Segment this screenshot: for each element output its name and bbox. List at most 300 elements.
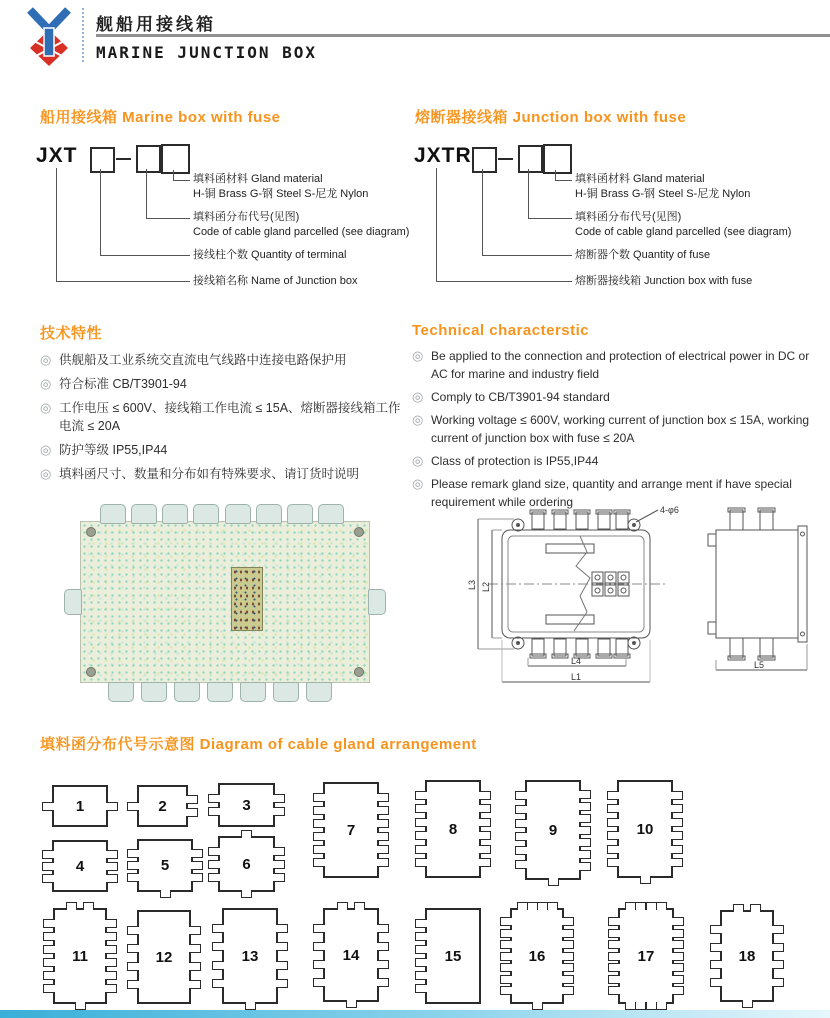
gland-tab-left (313, 978, 325, 987)
dim-label-holes: 4-φ6 (660, 505, 679, 515)
gland-tab-left (208, 847, 220, 856)
gland-tab-right (772, 925, 784, 934)
gland-tab-right (579, 802, 591, 811)
gland-tab-left (208, 807, 220, 816)
tech-item-text: 防护等级 IP55,IP44 (59, 443, 168, 457)
gland-box-number: 7 (346, 821, 356, 839)
gland-tab-right (186, 808, 198, 817)
gland-arrangement-grid (0, 760, 830, 1010)
gland-tab-right (562, 963, 574, 972)
gland-tab-right (377, 942, 389, 951)
gland-tab-left (415, 791, 427, 800)
label-gland-code-zh: 填料函分布代号(见图) (193, 211, 300, 223)
bullseye-bullet-icon: ◎ (412, 389, 424, 404)
gland-tab-left (607, 791, 619, 800)
gland-tab-right (562, 952, 574, 961)
corner-screw (354, 527, 364, 537)
gland-box-number: 15 (444, 947, 462, 965)
gland-tab-right (273, 847, 285, 856)
gland-tab-left (607, 858, 619, 867)
gland-tab-left (515, 791, 527, 800)
gland-tab-right (562, 917, 574, 926)
tech-heading-zh: 技术特性 (40, 325, 103, 342)
gland-tab-right (377, 845, 389, 854)
gland-tab-right (377, 819, 389, 828)
gland-tab-left (43, 919, 55, 928)
gland-tab-left (42, 850, 54, 859)
cable-gland-left (64, 589, 82, 615)
gland-tab-bottom (245, 1002, 256, 1010)
gland-tab-left (500, 917, 512, 926)
gland-tab-top (646, 902, 657, 910)
gland-tab-bottom (656, 1002, 667, 1010)
bullseye-bullet-icon: ◎ (412, 453, 424, 468)
gland-tab-left (415, 932, 427, 941)
gland-tab-left (710, 925, 722, 934)
gland-tab-bottom (635, 1002, 646, 1010)
page-title-zh: 舰船用接线箱 (96, 15, 216, 34)
gland-tab-top (241, 830, 252, 838)
gland-tab-right (189, 980, 201, 989)
corner-screw (86, 527, 96, 537)
gland-tab-left (42, 862, 54, 871)
gland-tab-right (273, 873, 285, 882)
tech-item (40, 465, 412, 484)
tech-item (40, 351, 412, 370)
label-gland-material: 填料函材料 Gland material (575, 173, 705, 185)
gland-box-7 (323, 782, 379, 878)
tech-item (40, 375, 412, 394)
gland-tab-top (83, 902, 94, 910)
gland-box-number: 1 (75, 797, 85, 815)
gland-tab-bottom (241, 890, 252, 898)
gland-tab-left (415, 831, 427, 840)
gland-tab-left (515, 860, 527, 869)
gland-tab-left (313, 960, 325, 969)
section-heading-fuse-box: 熔断器接线箱 Junction box with fuse (415, 109, 687, 126)
dim-label-l3: L3 (468, 579, 477, 590)
gland-tab-right (562, 975, 574, 984)
dim-label-l1: L1 (571, 672, 582, 682)
gland-box-6 (218, 836, 275, 892)
tech-item (412, 347, 820, 383)
gland-tab-left (127, 944, 139, 953)
gland-box-number: 16 (528, 947, 546, 965)
gland-tab-right (189, 944, 201, 953)
gland-tab-right (105, 971, 117, 980)
gland-tab-left (500, 986, 512, 995)
page-title-en: MARINE JUNCTION BOX (96, 43, 318, 62)
gland-tab-top (733, 904, 744, 912)
gland-tab-top (750, 904, 761, 912)
model-designation-figure-jxt (30, 138, 430, 308)
gland-tab-left (710, 943, 722, 952)
gland-box-15 (425, 908, 481, 1004)
corner-screw (354, 667, 364, 677)
gland-tab-right (276, 979, 288, 988)
front-top-glands (530, 510, 630, 529)
gland-tab-right (672, 929, 684, 938)
gland-tab-right (671, 831, 683, 840)
gland-tab-right (672, 917, 684, 926)
label-gland-code-en: Code of cable gland parcelled (see diagram) (575, 226, 792, 238)
gland-box-number: 4 (75, 857, 85, 875)
gland-box-16 (510, 908, 564, 1004)
gland-tab-left (500, 940, 512, 949)
gland-tab-left (127, 802, 139, 811)
cable-gland (141, 682, 167, 702)
gland-tab-left (415, 804, 427, 813)
gland-tab-right (671, 818, 683, 827)
gland-tab-left (415, 818, 427, 827)
gland-tab-left (313, 806, 325, 815)
gland-tab-left (212, 961, 224, 970)
gland-tab-right (276, 924, 288, 933)
gland-tab-right (479, 818, 491, 827)
gland-tab-left (607, 845, 619, 854)
gland-box-number: 6 (242, 855, 251, 873)
tech-item (412, 411, 820, 447)
header-divider (82, 8, 84, 62)
gland-tab-left (127, 849, 139, 858)
bullseye-bullet-icon: ◎ (40, 442, 52, 457)
gland-tab-right (189, 926, 201, 935)
gland-tab-top (635, 902, 646, 910)
bullseye-bullet-icon: ◎ (412, 412, 424, 427)
gland-box-5 (137, 839, 193, 892)
cable-gland (240, 682, 266, 702)
gland-tab-left (43, 984, 55, 993)
gland-tab-right (671, 858, 683, 867)
gland-tab-left (212, 979, 224, 988)
gland-tab-left (127, 980, 139, 989)
gland-tab-right (671, 804, 683, 813)
gland-box-number: 11 (72, 947, 88, 965)
label-box-name: 接线箱名称 Name of Junction box (193, 275, 358, 287)
cable-gland (273, 682, 299, 702)
gland-tab-right (273, 794, 285, 803)
model-designation-figure-jxtr (408, 138, 808, 308)
gland-box-2 (137, 785, 188, 827)
gland-tab-left (515, 846, 527, 855)
gland-tab-left (127, 962, 139, 971)
gland-tab-bottom (742, 1000, 753, 1008)
gland-tab-right (671, 791, 683, 800)
label-terminal-quantity: 接线柱个数 Quantity of terminal (193, 249, 347, 261)
gland-box-10 (617, 780, 673, 878)
cable-gland (174, 682, 200, 702)
gland-tab-right (562, 940, 574, 949)
gland-box-number: 14 (342, 946, 360, 964)
tech-item (412, 388, 820, 406)
gland-tab-top (337, 902, 348, 910)
gland-tab-left (313, 858, 325, 867)
gland-tab-left (515, 832, 527, 841)
company-logo (22, 6, 76, 66)
gland-box-number: 9 (548, 821, 558, 839)
gland-tab-left (608, 952, 620, 961)
gland-tab-right (579, 790, 591, 799)
gland-box-13 (222, 908, 278, 1004)
footer-accent-bar (0, 1010, 830, 1018)
gland-tab-right (105, 919, 117, 928)
bullseye-bullet-icon: ◎ (412, 348, 424, 363)
cable-gland-right (368, 589, 386, 615)
gland-box-4 (52, 840, 108, 892)
bullseye-bullet-icon: ◎ (40, 399, 52, 415)
cable-gland (207, 682, 233, 702)
gland-tab-left (515, 805, 527, 814)
gland-tab-left (607, 804, 619, 813)
gland-tab-bottom (75, 1002, 86, 1010)
gland-box-number: 8 (448, 820, 458, 838)
label-box-name: 熔断器接线箱 Junction box with fuse (575, 275, 753, 287)
product-photo (72, 503, 384, 701)
gland-box-11 (53, 908, 107, 1004)
gland-tab-left (43, 945, 55, 954)
section-heading-gland-diagram: 填料函分布代号示意图 Diagram of cable gland arrangement (40, 736, 477, 753)
logo-y-shape (30, 10, 68, 30)
gland-tab-right (273, 860, 285, 869)
gland-tab-left (608, 940, 620, 949)
cable-gland (225, 504, 251, 524)
tech-item (412, 452, 820, 470)
gland-box-number: 3 (242, 796, 251, 814)
gland-box-number: 5 (160, 857, 170, 874)
gland-tab-left (313, 924, 325, 933)
gland-tab-right (191, 849, 203, 858)
gland-tab-left (43, 958, 55, 967)
gland-box-18 (720, 910, 774, 1002)
cable-gland (162, 504, 188, 524)
tech-heading-en: Technical characterstic (412, 322, 590, 339)
cable-gland (131, 504, 157, 524)
gland-tab-left (500, 929, 512, 938)
gland-tab-right (672, 986, 684, 995)
gland-tab-right (672, 963, 684, 972)
tech-list-en (412, 347, 820, 511)
gland-tab-left (42, 874, 54, 883)
gland-tab-right (562, 986, 574, 995)
cable-gland (306, 682, 332, 702)
gland-tab-right (191, 861, 203, 870)
gland-tab-left (208, 873, 220, 882)
tech-item-text: Working voltage ≤ 600V, working current of junction box ≤ 15A, working current of junction box with fuse ≤ 20A (431, 413, 810, 445)
model-dash (116, 158, 131, 160)
cable-gland (287, 504, 313, 524)
gland-tab-right (479, 845, 491, 854)
gland-tab-right (479, 804, 491, 813)
side-view-outline (716, 530, 798, 638)
gland-tab-left (212, 942, 224, 951)
gland-box-9 (525, 780, 581, 880)
product-nameplate (231, 567, 263, 631)
gland-tab-left (607, 831, 619, 840)
gland-tab-right (479, 831, 491, 840)
gland-tab-left (127, 873, 139, 882)
gland-tab-right (377, 960, 389, 969)
tech-item-text: Class of protection is IP55,IP44 (431, 454, 599, 468)
gland-tab-left (608, 963, 620, 972)
gland-tab-top (354, 902, 365, 910)
gland-box-number: 12 (155, 948, 173, 966)
gland-tab-right (105, 932, 117, 941)
gland-tab-left (313, 793, 325, 802)
gland-tab-right (273, 807, 285, 816)
gland-box-3 (218, 783, 275, 827)
gland-tab-left (208, 860, 220, 869)
gland-tab-right (579, 862, 591, 871)
tech-item (40, 441, 412, 460)
tech-item (40, 399, 412, 437)
label-gland-material-options: H-铜 Brass G-钢 Steel S-尼龙 Nylon (193, 188, 369, 200)
gland-box-number: 2 (158, 797, 167, 815)
gland-tab-right (479, 791, 491, 800)
cable-gland (108, 682, 134, 702)
gland-tab-right (672, 940, 684, 949)
gland-tab-right (672, 975, 684, 984)
gland-tab-right (377, 806, 389, 815)
corner-screw (86, 667, 96, 677)
model-code: JXTR (414, 144, 472, 167)
gland-tab-left (607, 818, 619, 827)
gland-tab-right (562, 929, 574, 938)
ladder-connector (436, 168, 572, 282)
bullseye-bullet-icon: ◎ (40, 375, 52, 391)
gland-tab-right (772, 960, 784, 969)
gland-tab-right (377, 858, 389, 867)
gland-tab-left (515, 819, 527, 828)
cable-glands-top (100, 504, 344, 522)
tech-item-text: 符合标准 CB/T3901-94 (59, 376, 187, 391)
cable-gland (100, 504, 126, 524)
gland-tab-right (189, 962, 201, 971)
gland-tab-left (208, 794, 220, 803)
dim-label-l4: L4 (571, 656, 582, 666)
gland-tab-right (479, 858, 491, 867)
gland-tab-left (313, 845, 325, 854)
tech-characteristics-zh (40, 322, 412, 489)
gland-tab-left (313, 819, 325, 828)
gland-tab-right (105, 958, 117, 967)
label-gland-material: 填料函材料 Gland material (193, 173, 323, 185)
gland-tab-left (710, 978, 722, 987)
gland-tab-right (579, 826, 591, 835)
gland-tab-left (43, 971, 55, 980)
gland-tab-right (105, 945, 117, 954)
gland-tab-bottom (160, 890, 171, 898)
gland-tab-left (415, 971, 427, 980)
gland-tab-left (43, 932, 55, 941)
gland-box-number: 18 (738, 947, 756, 965)
bullseye-bullet-icon: ◎ (412, 476, 424, 491)
gland-tab-right (377, 978, 389, 987)
cable-glands-bottom (108, 682, 332, 700)
gland-tab-left (212, 924, 224, 933)
gland-tab-left (415, 858, 427, 867)
tech-item-text: Be applied to the connection and protection of electrical power in DC or AC for marine and industry field (431, 349, 810, 381)
ladder-connector (56, 168, 190, 282)
tech-item-text: 工作电压 ≤ 600V、接线箱工作电流 ≤ 15A、熔断器接线箱工作电流 ≤ 20A (59, 400, 401, 434)
label-gland-material-options: H-铜 Brass G-钢 Steel S-尼龙 Nylon (575, 188, 751, 200)
cable-gland (318, 504, 344, 524)
label-gland-code-en: Code of cable gland parcelled (see diagram) (193, 226, 410, 238)
gland-tab-right (106, 862, 118, 871)
gland-tab-left (500, 975, 512, 984)
gland-tab-top (66, 902, 77, 910)
dim-label-l5: L5 (754, 660, 765, 670)
bullseye-bullet-icon: ◎ (40, 465, 52, 481)
tech-item-text: Please remark gland size, quantity and arrange ment if have special requirement while ordering (431, 477, 792, 509)
gland-tab-left (500, 963, 512, 972)
tech-item-text: Comply to CB/T3901-94 standard (431, 390, 610, 404)
header-rule (96, 34, 830, 37)
tech-list-zh (40, 351, 412, 484)
gland-tab-left (415, 919, 427, 928)
gland-tab-right (186, 795, 198, 804)
gland-tab-right (377, 793, 389, 802)
bullseye-bullet-icon: ◎ (40, 352, 52, 367)
gland-tab-left (42, 802, 54, 811)
gland-tab-left (415, 845, 427, 854)
gland-tab-bottom (646, 1002, 657, 1010)
gland-tab-left (313, 942, 325, 951)
gland-box-number: 10 (636, 820, 654, 838)
gland-box-14 (323, 908, 379, 1002)
gland-tab-left (608, 986, 620, 995)
gland-tab-right (772, 978, 784, 987)
gland-tab-right (377, 924, 389, 933)
gland-tab-bottom (346, 1000, 357, 1008)
gland-tab-right (191, 873, 203, 882)
gland-tab-right (672, 952, 684, 961)
gland-tab-right (671, 845, 683, 854)
gland-tab-right (579, 814, 591, 823)
gland-tab-bottom (625, 1002, 636, 1010)
tech-item-text: 供舰船及工业系统交直流电气线路中连接电路保护用 (59, 353, 347, 367)
gland-tab-right (105, 984, 117, 993)
gland-tab-bottom (640, 876, 651, 884)
gland-tab-left (608, 929, 620, 938)
cable-gland (193, 504, 219, 524)
gland-tab-bottom (548, 878, 559, 886)
label-fuse-quantity: 熔断器个数 Quantity of fuse (575, 249, 711, 261)
gland-box-17 (618, 908, 674, 1004)
gland-tab-left (313, 832, 325, 841)
gland-tab-right (106, 850, 118, 859)
gland-tab-left (500, 952, 512, 961)
gland-tab-right (276, 961, 288, 970)
gland-box-12 (137, 910, 191, 1004)
gland-tab-top (547, 902, 558, 910)
gland-tab-right (579, 838, 591, 847)
dim-label-l2: L2 (481, 581, 491, 592)
gland-tab-top (625, 902, 636, 910)
tech-item-text: 填料函尺寸、数量和分布如有特殊要求、请订货时说明 (59, 466, 360, 481)
gland-tab-left (415, 984, 427, 993)
gland-tab-left (710, 960, 722, 969)
gland-tab-left (127, 926, 139, 935)
gland-tab-left (127, 861, 139, 870)
gland-box-number: 13 (241, 947, 259, 965)
gland-tab-left (608, 917, 620, 926)
model-dash (498, 158, 513, 160)
gland-tab-right (377, 832, 389, 841)
dimension-drawing (468, 500, 830, 698)
model-code: JXT (36, 144, 78, 167)
gland-tab-bottom (532, 1002, 543, 1010)
gland-tab-right (276, 942, 288, 951)
